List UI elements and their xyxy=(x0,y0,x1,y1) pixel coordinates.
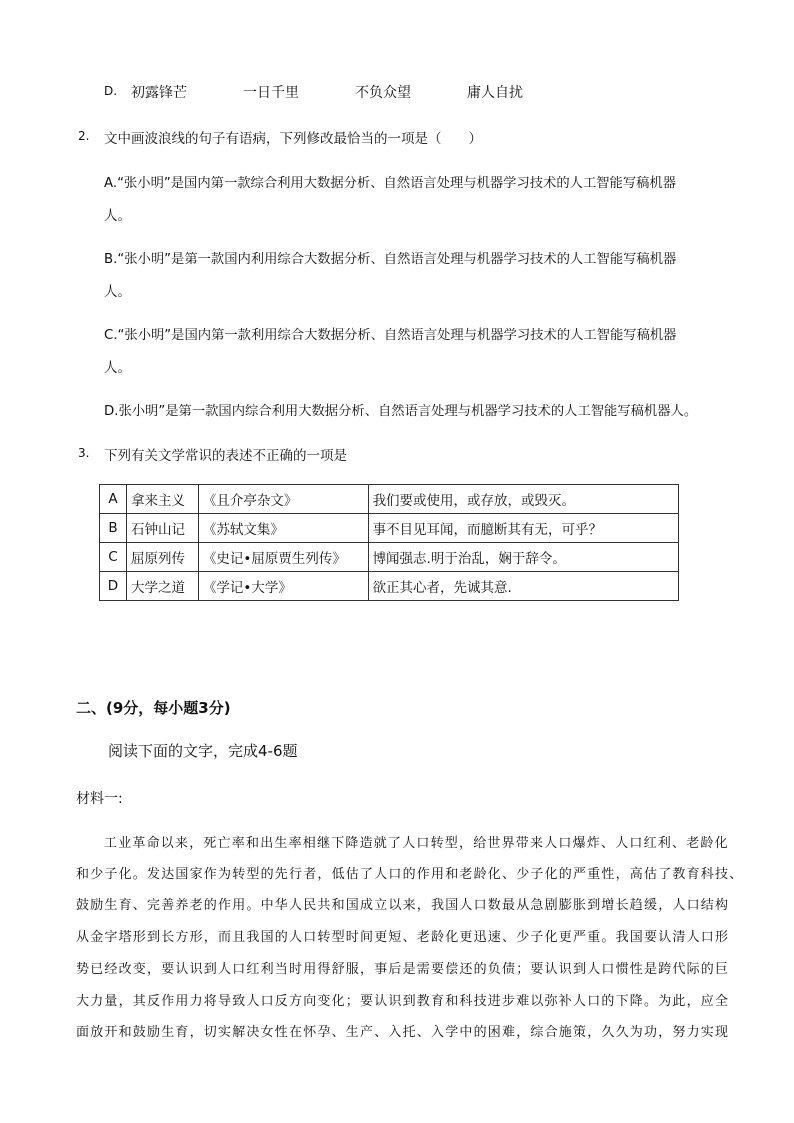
reading-instruction: 阅读下面的文字，完成4-6题 xyxy=(108,742,298,760)
q1-option-d-word-4: 庸人自扰 xyxy=(467,85,523,101)
q1-option-d-word-1: 初露锋芒 xyxy=(131,85,187,101)
q1-option-d-word-3: 不负众望 xyxy=(355,85,411,101)
passage-line: 大力量，其反作用力将导致人口反方向变化；要认识到教育和科技进步难以弥补人口的下降。为此，应全 xyxy=(76,994,730,1009)
passage-line: 从金字塔形到长方形，而且我国的人口转型时间更短、老龄化更迅速、少子化更严重。我国要认清人口形 xyxy=(76,930,730,945)
q1-option-d-word-2: 一日千里 xyxy=(243,85,299,101)
q2-option-b-line1: B.“张小明”是第一款国内利用综合大数据分析、自然语言处理与机器学习技术的人工智能写稿机器 xyxy=(104,252,677,267)
passage-line: 和少子化。发达国家作为转型的先行者，低估了人口的作用和老龄化、少子化的严重性，高估了教育科技、 xyxy=(76,867,744,882)
row-quote: 我们要或使用，或存放，或毁灭。 xyxy=(368,485,678,514)
row-source: 《学记•大学》 xyxy=(198,572,368,601)
q2-stem: 文中画波浪线的句子有语病，下列修改最恰当的一项是（ ） xyxy=(104,131,482,147)
q2-option-b-line2: 人。 xyxy=(104,284,131,300)
row-quote: 博闻强志.明于治乱，娴于辞令。 xyxy=(368,543,678,572)
passage-line: 鼓励生育、完善养老的作用。中华人民共和国成立以来，我国人口数最从急剧膨胀到增长趋缓，人口结构 xyxy=(76,898,730,913)
row-quote: 欲正其心者，先诚其意. xyxy=(368,572,678,601)
passage-line: 势已经改变，要认识到人口红利当时用得舒服，事后是需要偿还的负债；要认识到人口惯性是跨代际的巨 xyxy=(76,962,730,977)
q3-number: 3. xyxy=(78,446,90,460)
passage-line: 面放开和鼓励生育，切实解决女性在怀孕、生产、入托、入学中的困难，综合施策，久久为功，努力实现 xyxy=(76,1025,730,1040)
row-source: 《史记•屈原贾生列传》 xyxy=(198,543,368,572)
q1-option-d-label: D. xyxy=(104,84,118,98)
row-title: 大学之道 xyxy=(126,572,198,601)
row-quote: 事不目见耳闻，而臆断其有无，可乎？ xyxy=(368,514,678,543)
literature-table xyxy=(99,484,679,601)
row-letter: B xyxy=(100,514,127,543)
q2-option-a-line1: A.“张小明”是国内第一款综合利用大数据分析、自然语言处理与机器学习技术的人工智能写稿机器 xyxy=(104,176,677,191)
row-title: 屈原列传 xyxy=(126,543,198,572)
q3-stem: 下列有关文学常识的表述不正确的一项是 xyxy=(104,448,347,464)
q2-option-c-line2: 人。 xyxy=(104,360,131,376)
q2-option-a-line2: 人。 xyxy=(104,208,131,224)
row-source: 《且介亭杂文》 xyxy=(198,485,368,514)
q2-option-d: D.张小明”是第一款国内综合利用大数据分析、自然语言处理与机器学习技术的人工智能写稿机器人。 xyxy=(104,404,698,419)
material-label: 材料一: xyxy=(76,791,123,807)
table-row xyxy=(100,543,679,572)
section-heading: 二、(9分，每小题3分) xyxy=(76,699,231,717)
table-row xyxy=(100,572,679,601)
row-letter: A xyxy=(100,485,127,514)
table-row xyxy=(100,485,679,514)
row-title: 石钟山记 xyxy=(126,514,198,543)
passage-line: 工业革命以来，死亡率和出生率相继下降造就了人口转型，给世界带来人口爆炸、人口红利、老龄化 xyxy=(104,836,729,851)
row-letter: C xyxy=(100,543,127,572)
row-letter: D xyxy=(100,572,127,601)
q2-option-c-line1: C.“张小明”是国内第一款利用综合大数据分析、自然语言处理与机器学习技术的人工智能写稿机器 xyxy=(104,328,677,343)
row-title: 拿来主义 xyxy=(126,485,198,514)
row-source: 《苏轼文集》 xyxy=(198,514,368,543)
table-row xyxy=(100,514,679,543)
q2-number: 2. xyxy=(78,129,90,143)
